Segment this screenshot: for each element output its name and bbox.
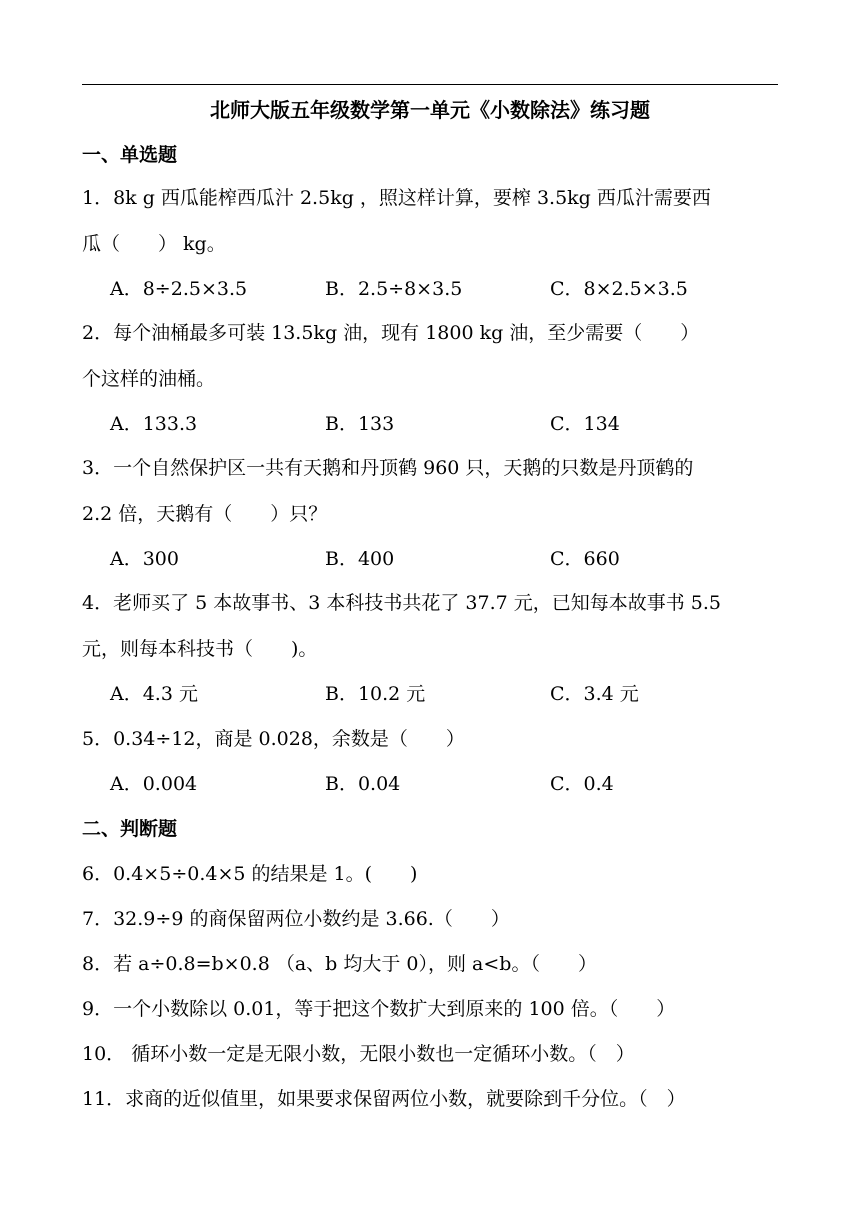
option-b: B．400	[325, 548, 395, 570]
question-5-options	[110, 769, 790, 799]
option-b: B．133	[325, 413, 395, 435]
question-3-options	[110, 544, 790, 574]
section-single-choice: 一、单选题	[82, 144, 178, 166]
question-8: 8．若 a÷0.8=b×0.8 （a、b 均大于 0），则 a<b。（ ）	[82, 953, 597, 975]
option-a: A．0.004	[110, 773, 198, 795]
question-2-options	[110, 409, 790, 439]
question-1-line-1: 1．8k g 西瓜能榨西瓜汁 2.5kg ，照这样计算，要榨 3.5kg 西瓜汁需要西	[82, 187, 711, 209]
question-4-line-2: 元，则每本科技书（ )。	[82, 638, 318, 660]
question-7: 7．32.9÷9 的商保留两位小数约是 3.66.（ ）	[82, 908, 510, 930]
question-11: 11．求商的近似值里，如果要求保留两位小数，就要除到千分位。（ ）	[82, 1088, 686, 1110]
option-c: C．3.4 元	[550, 683, 639, 705]
question-3-line-1: 3．一个自然保护区一共有天鹅和丹顶鹤 960 只，天鹅的只数是丹顶鹤的	[82, 457, 694, 479]
question-2-line-2: 个这样的油桶。	[82, 368, 216, 390]
option-c: C．0.4	[550, 773, 614, 795]
question-5-line-1: 5．0.34÷12，商是 0.028，余数是（ ）	[82, 728, 465, 750]
question-10: 10． 循环小数一定是无限小数，无限小数也一定循环小数。（ ）	[82, 1043, 635, 1065]
question-3-line-2: 2.2 倍，天鹅有（ ）只？	[82, 503, 328, 525]
section-true-false: 二、判断题	[82, 818, 178, 840]
question-9: 9．一个小数除以 0.01，等于把这个数扩大到原来的 100 倍。（ ）	[82, 998, 676, 1020]
question-1-options	[110, 274, 790, 304]
option-a: A．8÷2.5×3.5	[110, 278, 248, 300]
header-rule	[82, 84, 778, 85]
option-b: B．2.5÷8×3.5	[325, 278, 463, 300]
question-6: 6．0.4×5÷0.4×5 的结果是 1。( )	[82, 863, 418, 885]
option-a: A．300	[110, 548, 179, 570]
question-4-line-1: 4．老师买了 5 本故事书、3 本科技书共花了 37.7 元，已知每本故事书 5.5	[82, 592, 722, 614]
option-c: C．8×2.5×3.5	[550, 278, 688, 300]
option-a: A．133.3	[110, 413, 198, 435]
option-b: B．10.2 元	[325, 683, 426, 705]
option-b: B．0.04	[325, 773, 401, 795]
question-4-options	[110, 679, 790, 709]
page-title: 北师大版五年级数学第一单元《小数除法》练习题	[210, 98, 650, 122]
option-c: C．660	[550, 548, 620, 570]
question-1-line-2: 瓜（ ） kg。	[82, 233, 226, 255]
option-c: C．134	[550, 413, 620, 435]
question-2-line-1: 2．每个油桶最多可装 13.5kg 油，现有 1800 kg 油，至少需要（ ）	[82, 322, 700, 344]
option-a: A．4.3 元	[110, 683, 198, 705]
